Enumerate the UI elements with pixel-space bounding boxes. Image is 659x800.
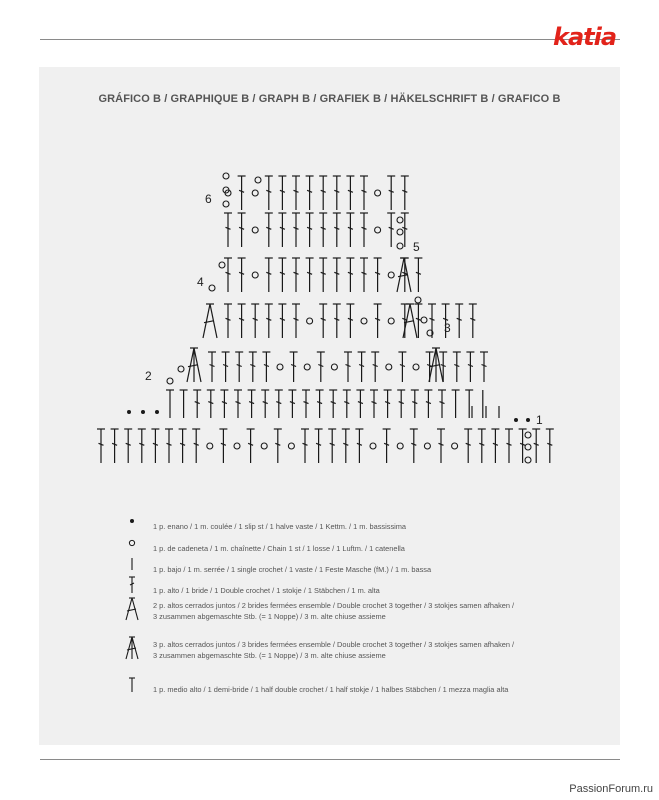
double-crochet-icon: [346, 304, 354, 338]
chain-icon: [255, 177, 261, 183]
legend-label: [153, 543, 405, 554]
double-crochet-icon: [208, 352, 216, 382]
double-crochet-icon: [278, 176, 286, 210]
double-crochet-icon: [274, 429, 282, 463]
row-number: 3: [444, 321, 451, 335]
double-crochet-icon: [374, 258, 382, 292]
double-crochet-icon: [383, 429, 391, 463]
double-crochet-icon: [249, 352, 257, 382]
double-crochet-icon: [238, 176, 246, 210]
double-crochet-icon: [360, 176, 368, 210]
double-crochet-icon: [238, 304, 246, 338]
double-crochet-icon: [370, 390, 378, 418]
double-crochet-icon: [222, 352, 230, 382]
row-number: 5: [413, 240, 420, 254]
legend-line: 1 p. enano / 1 m. coulée / 1 slip st / 1 halve vaste / 1 Kettm. / 1 m. bassissima: [153, 522, 407, 531]
double-crochet-icon: [124, 429, 132, 463]
double-crochet-icon: [97, 429, 105, 463]
double-crochet-icon: [292, 258, 300, 292]
watermark: PassionForum.ru: [569, 783, 653, 795]
legend-line: 1 p. medio alto / 1 demi-bride / 1 half double crochet / 1 half stokje / 1 halbes Stäbchen / 1 mezza maglia alta: [153, 685, 509, 694]
double-crochet-icon: [262, 352, 270, 382]
half-double-crochet-icon: [121, 672, 145, 702]
slip-stitch-icon: [155, 410, 159, 414]
double-crochet-icon: [438, 390, 446, 418]
dc2tog-icon: [397, 258, 411, 292]
chain-icon: [252, 190, 258, 196]
chain-icon: [397, 443, 403, 449]
double-crochet-icon: [165, 429, 173, 463]
double-crochet-icon: [275, 390, 283, 418]
double-crochet-icon: [360, 213, 368, 247]
legend-line: 3 zusammen abgemaschte Stb. (= 1 Noppe) / 3 m. alte chiuse assieme: [153, 651, 386, 660]
double-crochet-icon: [138, 429, 146, 463]
double-crochet-icon: [317, 352, 325, 382]
chain-icon: [252, 227, 258, 233]
double-crochet-icon: [220, 390, 228, 418]
chain-icon: [207, 443, 213, 449]
double-crochet-icon: [302, 390, 310, 418]
double-crochet-icon: [319, 304, 327, 338]
double-crochet-icon: [292, 304, 300, 338]
legend-label: [153, 521, 406, 532]
dc2tog-icon: [121, 594, 145, 624]
double-crochet-icon: [247, 429, 255, 463]
double-crochet-icon: [356, 390, 364, 418]
chain-icon: [219, 262, 225, 268]
double-crochet-icon: [374, 304, 382, 338]
half-double-crochet-icon: [452, 390, 460, 418]
double-crochet-icon: [387, 213, 395, 247]
double-crochet-icon: [491, 429, 499, 463]
dc2tog-icon: [203, 304, 217, 338]
double-crochet-icon: [248, 390, 256, 418]
double-crochet-icon: [401, 176, 409, 210]
double-crochet-icon: [469, 304, 477, 338]
legend-line: 3 zusammen abgemaschte Stb. (= 1 Noppe) / 3 m. alte chiuse assieme: [153, 612, 386, 621]
double-crochet-icon: [437, 429, 445, 463]
chain-icon: [525, 457, 531, 463]
chain-icon: [361, 318, 367, 324]
double-crochet-icon: [346, 213, 354, 247]
double-crochet-icon: [192, 429, 200, 463]
double-crochet-icon: [315, 429, 323, 463]
legend-label: [153, 564, 431, 575]
chain-icon: [370, 443, 376, 449]
double-crochet-icon: [207, 390, 215, 418]
double-crochet-icon: [251, 304, 259, 338]
double-crochet-icon: [288, 390, 296, 418]
legend-line: 1 p. alto / 1 bride / 1 Double crochet / 1 stokje / 1 Stäbchen / 1 m. alta: [153, 586, 380, 595]
double-crochet-icon: [292, 213, 300, 247]
chain-icon: [452, 443, 458, 449]
double-crochet-icon: [397, 390, 405, 418]
row-number: 4: [197, 275, 204, 289]
double-crochet-icon: [265, 304, 273, 338]
double-crochet-icon: [238, 258, 246, 292]
slip-stitch-icon: [514, 418, 518, 422]
dc3tog-icon: [121, 633, 145, 663]
double-crochet-icon: [224, 258, 232, 292]
double-crochet-icon: [151, 429, 159, 463]
double-crochet-icon: [384, 390, 392, 418]
double-crochet-icon: [306, 258, 314, 292]
double-crochet-icon: [278, 304, 286, 338]
double-crochet-icon: [346, 258, 354, 292]
chain-icon: [397, 229, 403, 235]
chain-icon: [386, 364, 392, 370]
double-crochet-icon: [343, 390, 351, 418]
chain-icon: [525, 444, 531, 450]
double-crochet-icon: [306, 213, 314, 247]
double-crochet-icon: [333, 304, 341, 338]
chain-icon: [415, 297, 421, 303]
legend-line: 3 p. altos cerrados juntos / 3 brides fermées ensemble / Double crochet 3 together / 3 stokjes samen afhaken /: [153, 640, 515, 649]
chain-icon: [375, 190, 381, 196]
legend-label: [153, 600, 514, 622]
chain-icon: [424, 443, 430, 449]
chain-icon: [252, 272, 258, 278]
double-crochet-icon: [424, 390, 432, 418]
double-crochet-icon: [342, 429, 350, 463]
double-crochet-icon: [278, 213, 286, 247]
legend-line: 2 p. altos cerrados juntos / 2 brides fermées ensemble / Double crochet 3 together / 3 stokjes samen afhaken /: [153, 601, 515, 610]
legend-line: 1 p. de cadeneta / 1 m. chaînette / Chain 1 st / 1 losse / 1 Luftm. / 1 catenella: [153, 544, 405, 553]
chain-icon: [209, 285, 215, 291]
double-crochet-icon: [414, 258, 422, 292]
chain-icon: [234, 443, 240, 449]
double-crochet-icon: [265, 213, 273, 247]
chain-icon: [307, 318, 313, 324]
half-double-crochet-icon: [166, 390, 174, 418]
double-crochet-icon: [480, 352, 488, 382]
double-crochet-icon: [292, 176, 300, 210]
double-crochet-icon: [398, 352, 406, 382]
double-crochet-icon: [224, 304, 232, 338]
chain-icon: [388, 272, 394, 278]
bottom-divider: [40, 759, 620, 760]
double-crochet-icon: [346, 176, 354, 210]
double-crochet-icon: [360, 258, 368, 292]
chain-icon: [331, 364, 337, 370]
double-crochet-icon: [224, 213, 232, 247]
double-crochet-icon: [179, 429, 187, 463]
legend-label: [153, 639, 514, 661]
chain-icon: [261, 443, 267, 449]
slip-stitch-icon: [526, 418, 530, 422]
double-crochet-icon: [265, 176, 273, 210]
double-crochet-icon: [238, 213, 246, 247]
chain-icon: [388, 318, 394, 324]
legend-line: 1 p. bajo / 1 m. serrée / 1 single crochet / 1 vaste / 1 Feste Masche (fM.) / 1 m. bassa: [153, 565, 432, 574]
double-crochet-icon: [329, 390, 337, 418]
double-crochet-icon: [411, 390, 419, 418]
chain-icon: [167, 378, 173, 384]
double-crochet-icon: [290, 352, 298, 382]
double-crochet-icon: [261, 390, 269, 418]
chain-icon: [397, 243, 403, 249]
chain-icon: [375, 227, 381, 233]
double-crochet-icon: [453, 352, 461, 382]
double-crochet-icon: [319, 176, 327, 210]
chain-icon: [421, 317, 427, 323]
chain-icon: [413, 364, 419, 370]
dc3tog-icon: [187, 348, 201, 382]
double-crochet-icon: [306, 176, 314, 210]
double-crochet-icon: [301, 429, 309, 463]
double-crochet-icon: [193, 390, 201, 418]
chain-icon: [525, 432, 531, 438]
double-crochet-icon: [328, 429, 336, 463]
double-crochet-icon: [235, 352, 243, 382]
double-crochet-icon: [546, 429, 554, 463]
double-crochet-icon: [111, 429, 119, 463]
double-crochet-icon: [333, 258, 341, 292]
double-crochet-icon: [401, 304, 409, 338]
double-crochet-icon: [478, 429, 486, 463]
double-crochet-icon: [333, 176, 341, 210]
double-crochet-icon: [455, 304, 463, 338]
row-number: 6: [205, 192, 212, 206]
legend-label: [153, 684, 508, 695]
double-crochet-icon: [319, 258, 327, 292]
chain-icon: [304, 364, 310, 370]
double-crochet-icon: [219, 429, 227, 463]
half-double-crochet-icon: [180, 390, 188, 418]
double-crochet-icon: [371, 352, 379, 382]
chain-icon: [223, 201, 229, 207]
brand-logo: katia: [553, 23, 617, 51]
double-crochet-icon: [464, 429, 472, 463]
double-crochet-icon: [410, 429, 418, 463]
double-crochet-icon: [316, 390, 324, 418]
double-crochet-icon: [358, 352, 366, 382]
double-crochet-icon: [265, 258, 273, 292]
chain-icon: [277, 364, 283, 370]
chart-title: GRÁFICO B / GRAPHIQUE B / GRAPH B / GRAFIEK B / HÄKELSCHRIFT B / GRAFICO B: [98, 93, 561, 105]
chain-icon: [178, 366, 184, 372]
chain-icon: [223, 173, 229, 179]
double-crochet-icon: [466, 352, 474, 382]
row-number: 2: [145, 369, 152, 383]
double-crochet-icon: [387, 176, 395, 210]
double-crochet-icon: [505, 429, 513, 463]
slip-stitch-icon: [141, 410, 145, 414]
double-crochet-icon: [355, 429, 363, 463]
double-crochet-icon: [278, 258, 286, 292]
double-crochet-icon: [234, 390, 242, 418]
double-crochet-icon: [319, 213, 327, 247]
double-crochet-icon: [428, 304, 436, 338]
chain-icon: [288, 443, 294, 449]
double-crochet-icon: [344, 352, 352, 382]
chain-icon: [397, 217, 403, 223]
slip-stitch-icon: [127, 410, 131, 414]
double-crochet-icon: [333, 213, 341, 247]
row-number: 1: [536, 413, 543, 427]
legend-label: [153, 585, 380, 596]
double-crochet-icon: [532, 429, 540, 463]
